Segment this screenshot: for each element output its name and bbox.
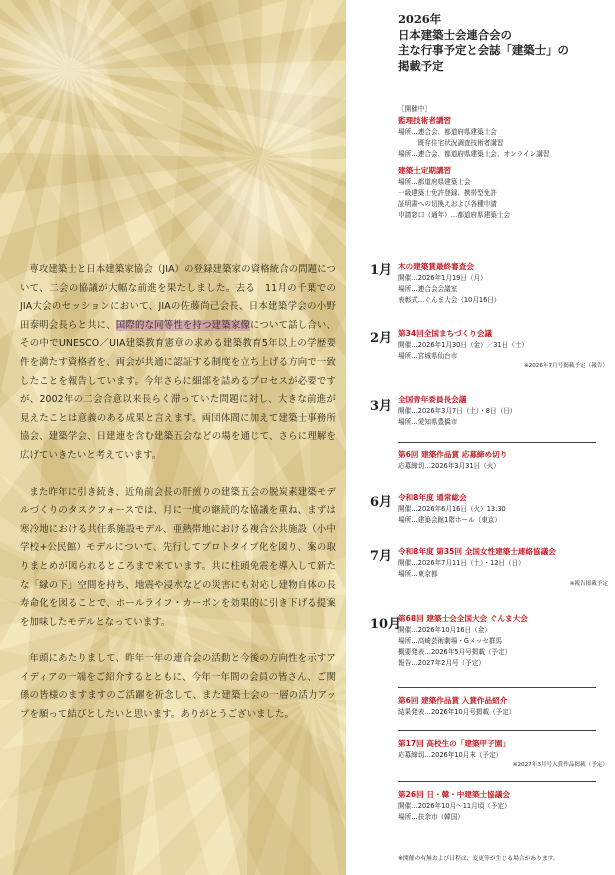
schedule-panel: [346, 0, 615, 875]
event-detail: 場所…連合会、都道府県建築士会、オンライン講習: [398, 150, 550, 159]
event-title: 第17回 高校生の「建築甲子園」: [398, 739, 510, 748]
body-text-segment: 専攻建築士と日本建築家協会（JIA）の登録建築家の資格統合の問題について、二会の協議が大幅な前進を果たしました。去る 11月の千葉でのJIA大会のセッションにおいて、JIAの佐藤尚己会長、日本建築学会の小野田泰明会長らと共に、: [20, 264, 336, 331]
event-detail: 場所…都道府県建築士会: [398, 178, 471, 187]
event-note: ※報告掲載予定: [569, 581, 608, 587]
event-item: [398, 738, 608, 770]
event-item: [398, 261, 608, 306]
event-item: [398, 695, 608, 718]
event-detail: 開催…2026年1月30日（金）／31日（土）: [398, 341, 529, 349]
event-item: [398, 613, 608, 669]
event-detail: 場所…連合会会議室: [398, 285, 458, 293]
title-line: 主な行事予定と会誌「建築士」の: [398, 43, 569, 58]
event-title: 第6回 建築作品賞 入賞作品紹介: [398, 696, 508, 705]
highlighted-phrase: 国際的な同等性を持つ建築家像: [115, 319, 251, 331]
event-title: 建築士定期講習: [398, 166, 452, 176]
event-detail: 証明書への切換えおよび各種申請: [398, 200, 497, 209]
event-detail: 開催…2026年10月16日（金）: [398, 626, 491, 634]
event-detail: 表彰式…ぐんま大会（10月16日）: [398, 296, 501, 304]
event-note: ※2027年3月号入賞作品掲載（予定）: [512, 762, 608, 768]
event-detail: 開催…2026年7月11日（土）・12日（日）: [398, 559, 525, 567]
event-note: ※2026年7月号掲載予定（報告）: [523, 363, 608, 369]
event-title: 令和8年度 第35回 全国女性建築士連絡協議会: [398, 547, 556, 556]
title-line: 日本建築士会連合会の: [398, 27, 512, 42]
month-label: 2月: [370, 331, 393, 346]
body-paragraph-3: 年頭にあたりまして、昨年一年の連合会の活動と今後の方向性を示すアイディアの一端をご紹介するとともに、今年一年間の会員の皆さん、ご関係の皆様のますますのご活躍を祈念して、また建築士会の一層の活力アップを願って結びとしたいと思います。ありがとうございました。: [20, 653, 336, 721]
schedule-footnote: ※開催の有無および日程は、変更等が生じる場合があります。: [398, 856, 559, 862]
event-item: [398, 789, 608, 823]
event-title: 第6回 建築作品賞 応募締め切り: [398, 450, 508, 459]
event-item: [398, 449, 608, 472]
divider: [398, 730, 596, 731]
event-title: 第34回全国まちづくり会議: [398, 329, 493, 338]
event-detail: 場所…愛知県豊橋市: [398, 418, 458, 426]
event-title: 第68回 建築士会全国大会 ぐんま大会: [398, 614, 528, 623]
event-title: 全国青年委員長会議: [398, 395, 467, 404]
event-detail: 場所…東京都: [398, 570, 438, 578]
event-detail: 一級建築士免許登録、携帯型免許: [398, 189, 497, 198]
event-detail: 申請窓口（通年）…都道府県建築士会: [398, 211, 511, 220]
event-detail: 場所…高崎芸術劇場・Gメッセ群馬: [398, 637, 503, 645]
event-detail: 概要発表…2026年5月号掲載（予定）: [398, 648, 512, 656]
event-detail: 開催…2026年1月19日（月）: [398, 274, 487, 282]
event-item: [398, 394, 608, 428]
event-detail: 開催…2026年10月～11月頃（予定）: [398, 802, 511, 810]
ongoing-label: ［開催中］: [398, 105, 431, 113]
body-paragraph-1: [20, 261, 336, 466]
divider: [398, 781, 596, 782]
event-title: 第26回 日・韓・中建築士協議会: [398, 790, 510, 799]
schedule-title: [398, 12, 610, 74]
message-body: [20, 261, 336, 743]
event-item: [398, 492, 608, 526]
month-label: 3月: [370, 399, 393, 414]
divider: [398, 687, 596, 688]
month-label: 7月: [370, 549, 393, 564]
event-detail: 場所…扶余市（韓国）: [398, 813, 464, 821]
event-detail: 開催…2026年6月16日（火）13:30: [398, 505, 506, 513]
event-detail: 報告…2027年2月号（予定）: [398, 659, 485, 667]
body-paragraph-2: また昨年に引き続き、近角前会長の肝煎りの建築五会の脱炭素建築モデルづくりのタスクフォースでは、月に一度の継続的な協議を重ね、まずは寒冷地における共住系施設モデル、亜熱帯地における複合公共施設（小中学校+公民館）モデルについて、先行してプロトタイプ化を図り、案の取りまとめが図られるところまで来ています。共に柱頭免震を導入して新たな「縁の下」空間を持ち、地震や浸水などの災害にも対応し建物自体の長寿命化を図ることで、ホールライフ・カーボンを効果的に引き下げる提案を加味したモデルとなっています。: [20, 486, 336, 628]
event-title: 令和8年度 通常総会: [398, 493, 467, 502]
title-line: 掲載予定: [398, 58, 444, 73]
event-title: 監理技術者講習: [398, 116, 452, 126]
event-detail: 結果発表…2026年10月号掲載（予定）: [398, 708, 516, 716]
event-detail: 応募締切…2026年10月末（予定）: [398, 751, 503, 759]
month-label: 10月: [370, 617, 402, 632]
event-detail: 開催…2026年3月7日（土）・8日（日）: [398, 407, 517, 415]
event-detail: 場所…連合会、都道府県建築士会: [398, 128, 497, 137]
event-title: 木の建築賞最終審査会: [398, 262, 474, 271]
ongoing-section: [398, 104, 608, 221]
month-label: 6月: [370, 495, 393, 510]
event-detail: 応募締切…2026年3月31日（火）: [398, 462, 500, 470]
event-item: [398, 328, 608, 371]
event-detail: 既存住宅状況調査技術者講習: [398, 139, 504, 148]
body-text-segment: について話し合い、その中でUNESCO／UIA建築教育憲章の求める建築教育5年以上の学歴要件を満たす資格者を、両会が共通に認証する制度を立ち上げる方向で一致したことを報告しています。今年さらに細部を詰めるプロセスが必要ですが、2002年の二会合意以来長らく滞っていた問題に対し、大きな前進が見えたことは意義のある成果と言えます。両団体間に加えて建築士事務所協会、建築学会、日建連を含む建築五会などの場を通じて、さらに理解を広げていきたいと考えています。: [20, 319, 336, 461]
event-item: [398, 546, 608, 589]
month-label: 1月: [370, 263, 393, 278]
title-line: 2026年: [398, 12, 442, 26]
divider: [398, 442, 596, 443]
event-detail: 場所…建築会館1階ホール（東京）: [398, 516, 501, 524]
event-detail: 場所…宮城県仙台市: [398, 352, 458, 360]
